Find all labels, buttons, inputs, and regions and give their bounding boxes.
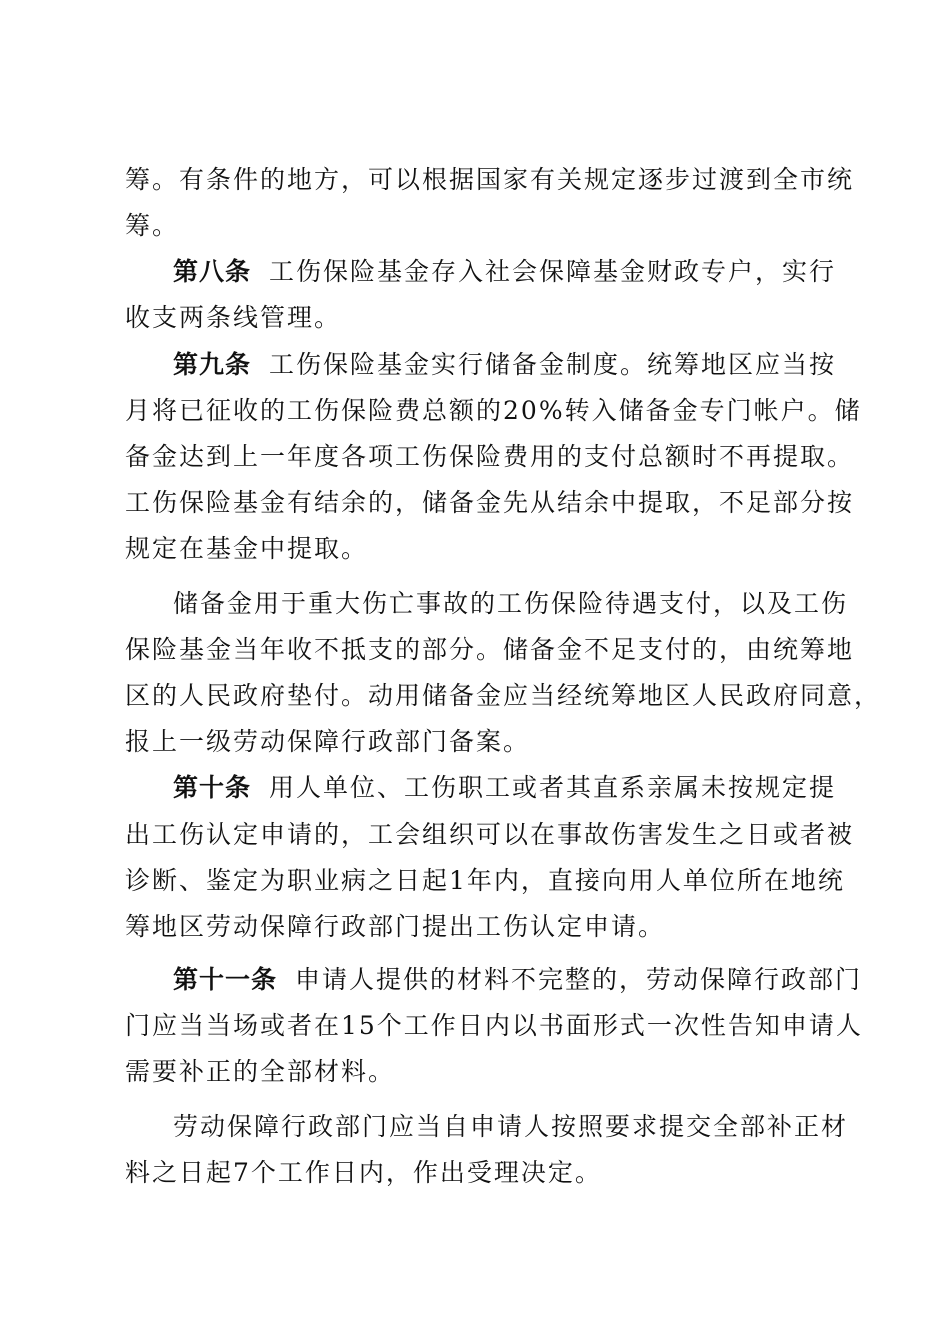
text-line: 门应当当场或者在15个工作日内以书面形式一次性告知申请人 [125,1011,863,1040]
text-line: 诊断、鉴定为职业病之日起1年内，直接向用人单位所在地统 [125,866,845,895]
text-line: 用人单位、工伤职工或者其直系亲属未按规定提 [269,773,837,802]
text-line: 规定在基金中提取。 [125,534,369,563]
article-8-paragraph [173,252,836,292]
text-line: 申请人提供的材料不完整的，劳动保障行政部门 [295,965,863,994]
text-line: 出工伤认定申请的，工会组织可以在事故伤害发生之日或者被 [125,820,855,849]
text-line: 筹地区劳动保障行政部门提出工伤认定申请。 [125,912,666,941]
text-line: 报上一级劳动保障行政部门备案。 [125,727,531,756]
text-line: 工伤保险基金实行储备金制度。统筹地区应当按 [269,350,837,379]
text-line: 料之日起7个工作日内，作出受理决定。 [125,1158,602,1187]
text-line: 月将已征收的工伤保险费总额的20%转入储备金专门帐户。储 [125,396,862,425]
article-11-label: 第十一条 [173,965,278,994]
text-line: 筹。有条件的地方，可以根据国家有关规定逐步过渡到全市统 [125,165,855,194]
text-line: 需要补正的全部材料。 [125,1057,396,1086]
article-10-paragraph [173,768,836,808]
text-line: 区的人民政府垫付。动用储备金应当经统筹地区人民政府同意， [125,681,882,710]
text-line: 收支两条线管理。 [125,303,342,332]
text-line: 保险基金当年收不抵支的部分。储备金不足支付的，由统筹地 [125,635,855,664]
article-9-label: 第九条 [173,350,252,379]
article-9-paragraph [173,345,836,385]
article-8-label: 第八条 [173,257,252,286]
text-line: 劳动保障行政部门应当自申请人按照要求提交全部补正材 [173,1112,849,1141]
article-10-label: 第十条 [173,773,252,802]
text-line: 工伤保险基金有结余的，储备金先从结余中提取，不足部分按 [125,488,855,517]
text-line: 备金达到上一年度各项工伤保险费用的支付总额时不再提取。 [125,442,855,471]
text-line: 工伤保险基金存入社会保障基金财政专户，实行 [269,257,837,286]
article-11-paragraph [173,960,862,1000]
text-line: 筹。 [125,211,180,240]
text-line: 储备金用于重大伤亡事故的工伤保险待遇支付，以及工伤 [173,589,849,618]
